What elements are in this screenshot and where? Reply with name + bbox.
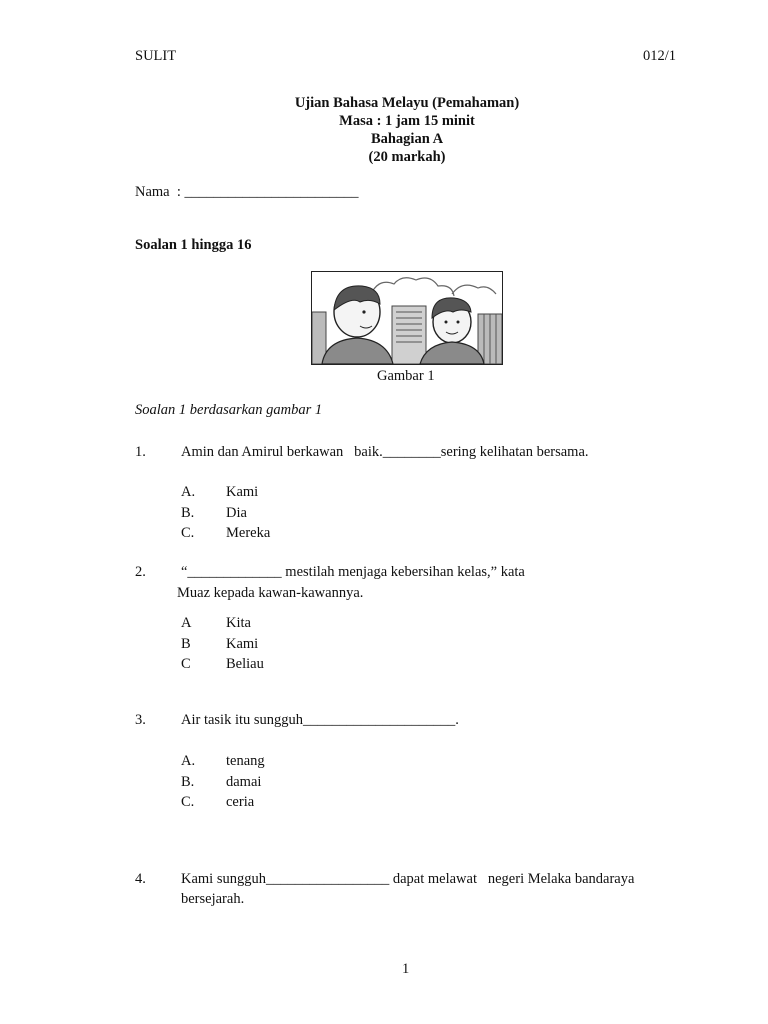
question-number: 4. bbox=[135, 871, 146, 887]
section-heading: Soalan 1 hingga 16 bbox=[135, 237, 252, 253]
option-text: Kami bbox=[226, 484, 259, 500]
exam-marks: (20 markah) bbox=[368, 149, 446, 165]
name-blank: ________________________ bbox=[184, 184, 359, 200]
name-field bbox=[135, 185, 359, 200]
option-text: Kita bbox=[226, 615, 251, 631]
question-instruction: Soalan 1 berdasarkan gambar 1 bbox=[135, 402, 323, 418]
exam-duration: Masa : 1 jam 15 minit bbox=[339, 113, 475, 129]
question-text: “_____________ mestilah menjaga kebersihan kelas,” kata bbox=[181, 564, 525, 580]
question-number: 2. bbox=[135, 564, 146, 580]
option-text: Beliau bbox=[226, 656, 264, 672]
option-letter: A bbox=[181, 615, 192, 631]
option-letter: A. bbox=[181, 484, 196, 500]
question-number: 3. bbox=[135, 712, 146, 728]
option-letter: C. bbox=[181, 794, 195, 810]
question-text: Air tasik itu sungguh_____________________. bbox=[181, 712, 459, 728]
page-number: 1 bbox=[402, 961, 410, 977]
exam-title: Ujian Bahasa Melayu (Pemahaman) bbox=[294, 95, 520, 111]
option-text: Dia bbox=[226, 505, 247, 521]
option-text: Mereka bbox=[226, 525, 271, 541]
question-text-continued: Muaz kepada kawan-kawannya. bbox=[177, 585, 364, 601]
option-text: damai bbox=[226, 774, 262, 790]
two-boys-illustration bbox=[312, 272, 502, 364]
option-letter: B. bbox=[181, 774, 195, 790]
question-text: Kami sungguh_________________ dapat melawat negeri Melaka bandaraya bbox=[181, 871, 635, 887]
option-letter: C. bbox=[181, 525, 195, 541]
question-text-continued: bersejarah. bbox=[181, 891, 245, 907]
option-text: Kami bbox=[226, 636, 259, 652]
option-letter: B. bbox=[181, 505, 195, 521]
header-sulit: SULIT bbox=[135, 48, 177, 64]
question-text: Amin dan Amirul berkawan baik.________sering kelihatan bersama. bbox=[181, 444, 589, 460]
exam-section: Bahagian A bbox=[370, 131, 444, 147]
option-letter: B bbox=[181, 636, 191, 652]
option-text: ceria bbox=[226, 794, 255, 810]
figure-gambar-1 bbox=[311, 271, 503, 365]
header-code: 012/1 bbox=[643, 48, 677, 64]
option-text: tenang bbox=[226, 753, 265, 769]
name-label: Nama : bbox=[135, 184, 185, 200]
figure-caption: Gambar 1 bbox=[377, 368, 435, 384]
option-letter: C bbox=[181, 656, 191, 672]
option-letter: A. bbox=[181, 753, 196, 769]
question-number: 1. bbox=[135, 444, 146, 460]
